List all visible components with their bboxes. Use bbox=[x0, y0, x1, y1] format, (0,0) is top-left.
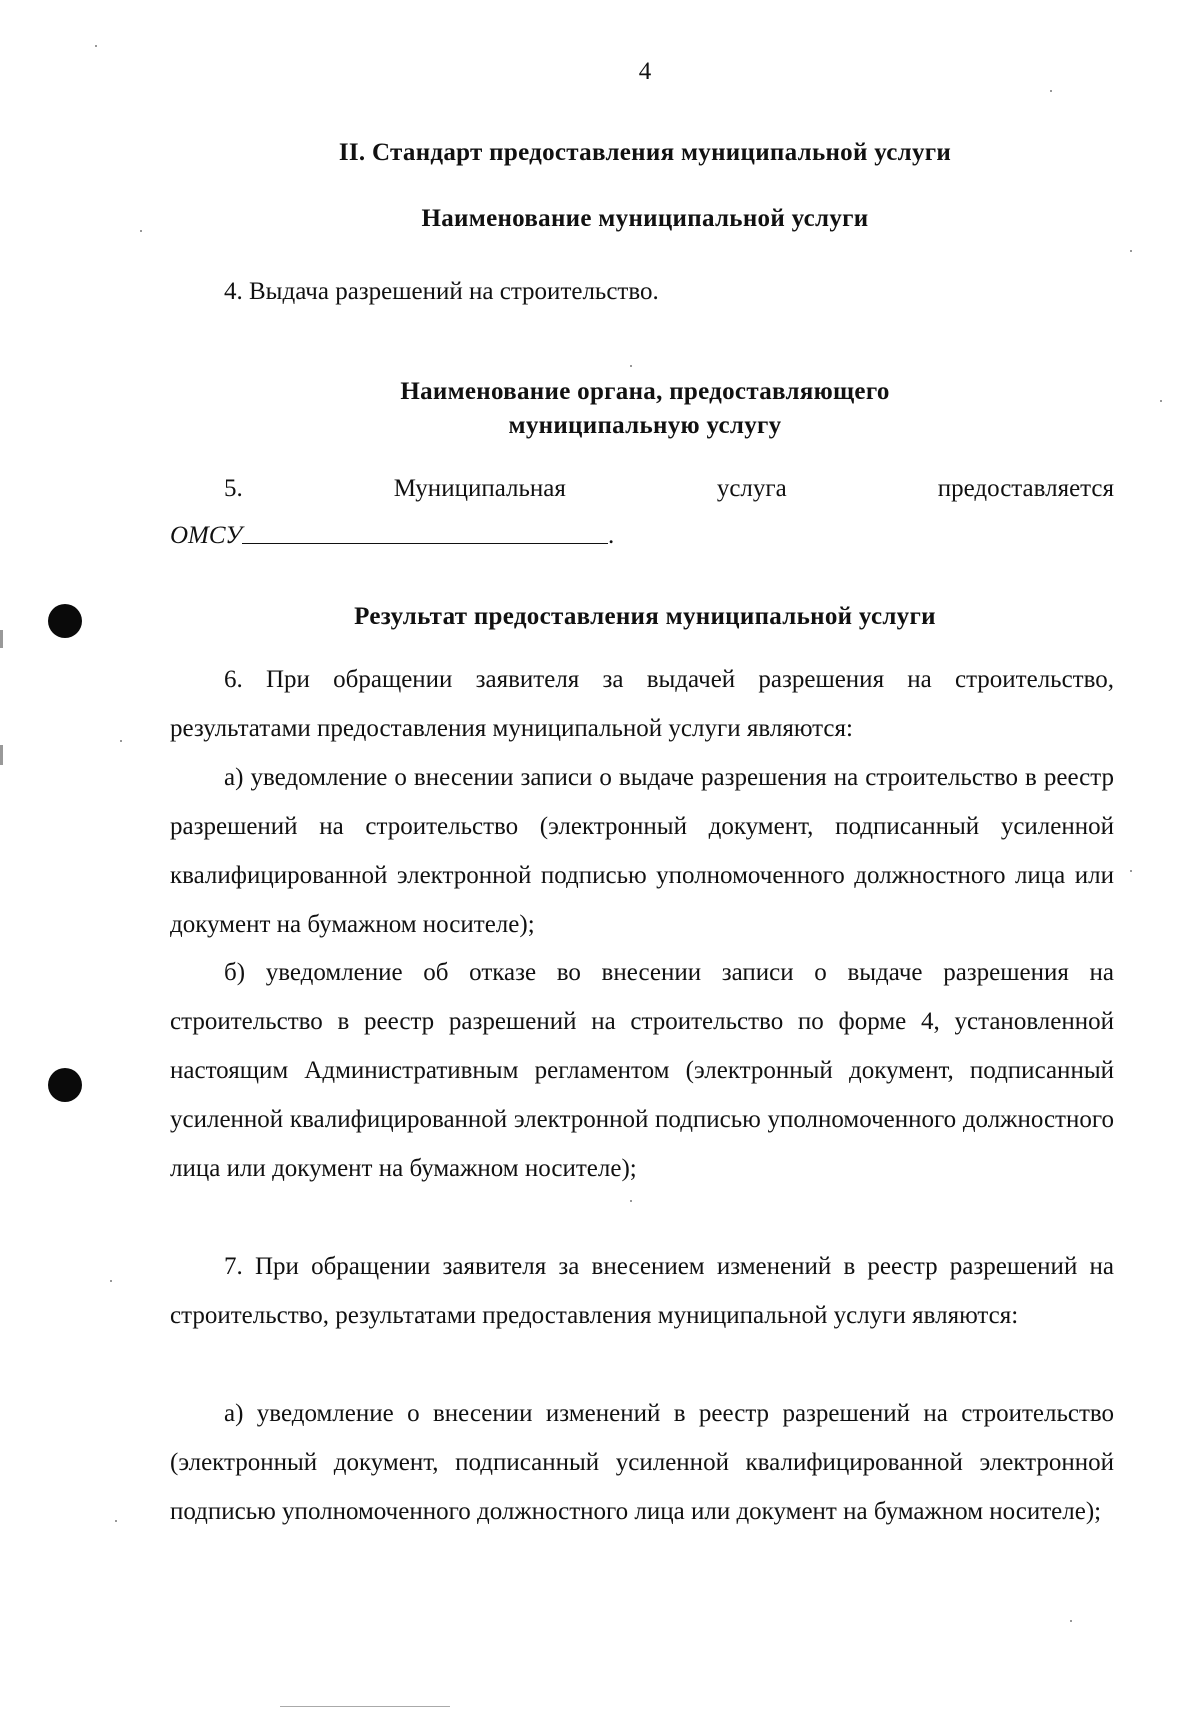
scan-speck bbox=[630, 365, 632, 367]
scan-speck bbox=[140, 230, 142, 232]
binder-hole bbox=[48, 1068, 82, 1102]
scan-edge-mark bbox=[0, 630, 3, 648]
paragraph-4: 4. Выдача разрешений на строительство. bbox=[224, 278, 659, 305]
blank-underline bbox=[242, 542, 608, 544]
paragraph-5-line1 bbox=[170, 475, 1114, 503]
scan-speck bbox=[1130, 250, 1132, 252]
binder-hole bbox=[48, 604, 82, 638]
scan-edge-mark bbox=[0, 745, 3, 765]
page-number: 4 bbox=[638, 58, 652, 85]
subheading-body-name-line1: Наименование органа, предоставляющего bbox=[400, 378, 890, 405]
subheading-result: Результат предоставления муниципальной услуги bbox=[354, 603, 936, 630]
scan-speck bbox=[1130, 870, 1132, 872]
scan-speck bbox=[1050, 90, 1052, 92]
subheading-body-name-line2: муниципальную услугу bbox=[508, 412, 782, 439]
paragraph-7a: а) уведомление о внесении изменений в реестр разрешений на строительство (электронный документ, подписанный усиленной квалифицированной электронной подписью уполномоченного должностного лица или документ на бумажном носителе); bbox=[170, 1400, 1114, 1525]
scan-speck bbox=[1160, 400, 1162, 402]
scan-speck bbox=[110, 1280, 112, 1282]
scan-speck bbox=[120, 740, 122, 742]
scan-bottom-mark bbox=[280, 1706, 450, 1707]
scan-speck bbox=[1070, 1620, 1072, 1622]
scan-speck bbox=[630, 1200, 632, 1202]
subheading-service-name: Наименование муниципальной услуги bbox=[421, 205, 869, 232]
paragraph-6: 6. При обращении заявителя за выдачей разрешения на строительство, результатами предоставления муниципальной услуги являются: bbox=[170, 666, 1114, 742]
paragraph-5-word: услуга bbox=[716, 475, 787, 502]
paragraph-7: 7. При обращении заявителя за внесением изменений в реестр разрешений на строительство, результатами предоставления муниципальной услуги являются: bbox=[170, 1253, 1114, 1329]
scan-speck bbox=[115, 1520, 117, 1522]
paragraph-5-end: . bbox=[608, 522, 615, 549]
section-title: II. Стандарт предоставления муниципальной услуги bbox=[338, 139, 952, 166]
scan-speck bbox=[95, 45, 97, 47]
paragraph-5-word: предоставляется bbox=[937, 475, 1114, 502]
paragraph-5-line2 bbox=[170, 522, 614, 550]
paragraph-5-number: 5. bbox=[224, 475, 243, 502]
paragraph-6a: а) уведомление о внесении записи о выдаче разрешения на строительство в реестр разрешений на строительство (электронный документ, подписанный усиленной квалифицированной электронной подписью уполномоченного должностного лица или документ на бумажном носителе); bbox=[170, 764, 1114, 938]
paragraph-5-word: Муниципальная bbox=[393, 475, 566, 502]
paragraph-6b: б) уведомление об отказе во внесении записи о выдаче разрешения на строительство в реестр разрешений на строительство по форме 4, установленной настоящим Административным регламентом (электронный документ, подписанный усиленной квалифицированной электронной подписью уполномоченного должностного лица или документ на бумажном носителе); bbox=[170, 959, 1114, 1182]
omsu-label: ОМСУ bbox=[170, 522, 243, 549]
